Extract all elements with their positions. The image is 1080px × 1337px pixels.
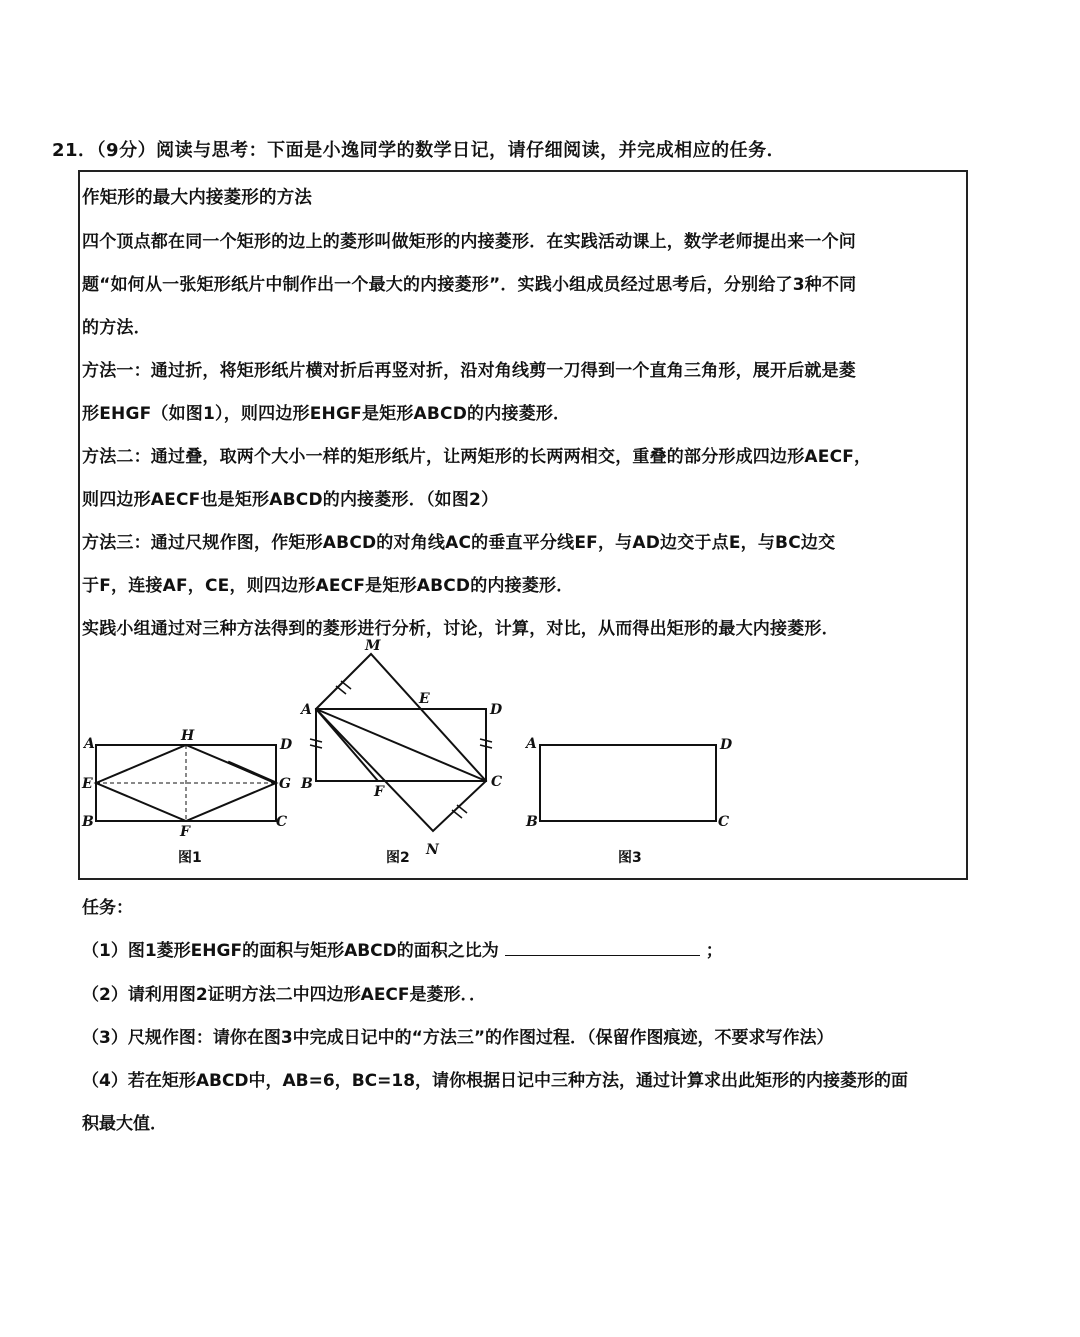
diary-line: 实践小组通过对三种方法得到的菱形进行分析，讨论，计算，对比，从而得出矩形的最大内接菱形． xyxy=(82,619,839,639)
fig3-label-b: B xyxy=(526,814,538,830)
fig1-label-h: H xyxy=(181,728,195,744)
fig3-caption: 图3 xyxy=(618,850,642,866)
fig2-tick-mark xyxy=(341,681,351,689)
fig1-label-c: C xyxy=(276,814,288,830)
fig2-label-a: A xyxy=(301,702,312,718)
fig3-label-a: A xyxy=(526,736,537,752)
fig2-side-af xyxy=(316,709,378,781)
diary-line: 的方法． xyxy=(82,318,151,338)
fig2-label-n: N xyxy=(426,842,439,858)
fig2-label-f: F xyxy=(374,784,384,800)
diary-line: 方法一：通过折，将矩形纸片横对折后再竖对折，沿对角线剪一刀得到一个直角三角形，展开后就是菱 xyxy=(82,361,856,381)
task-1-text: （1）图1菱形EHGF的面积与矩形ABCD的面积之比为 xyxy=(82,941,499,961)
fig1-label-f: F xyxy=(180,824,190,840)
task-4-line-2: 积最大值． xyxy=(82,1114,167,1134)
fig2-label-e: E xyxy=(419,691,430,707)
fig1-label-a: A xyxy=(84,736,95,752)
diary-line: 四个顶点都在同一个矩形的边上的菱形叫做矩形的内接菱形．在实践活动课上，数学老师提出来一个问 xyxy=(82,232,856,252)
fig1-label-g: G xyxy=(279,776,291,792)
fig1-cut-line xyxy=(228,762,276,783)
task-3: （3）尺规作图：请你在图3中完成日记中的“方法三”的作图过程．（保留作图痕迹，不要求写作法） xyxy=(82,1028,834,1048)
fig1-caption: 图1 xyxy=(178,850,202,866)
tasks-label: 任务： xyxy=(82,898,133,918)
fig3-label-d: D xyxy=(720,737,733,753)
fig2-tick-mark xyxy=(457,805,467,813)
fig2-caption: 图2 xyxy=(386,850,410,866)
fig3-rectangle xyxy=(540,745,716,821)
question-header: 21．（9分）阅读与思考：下面是小逸同学的数学日记，请仔细阅读，并完成相应的任务． xyxy=(52,140,786,161)
task-1 xyxy=(82,936,723,961)
fig3-label-c: C xyxy=(718,814,730,830)
fig2-label-b: B xyxy=(301,776,313,792)
diary-title: 作矩形的最大内接菱形的方法 xyxy=(82,188,313,208)
fig1-label-d: D xyxy=(280,737,293,753)
fig2-label-d: D xyxy=(490,702,503,718)
diary-line: 形EHGF（如图1），则四边形EHGF是矩形ABCD的内接菱形． xyxy=(82,404,571,424)
fig2-diagonal-ac xyxy=(316,709,486,781)
figure-1 xyxy=(78,720,298,870)
fig2-tick-mark xyxy=(336,686,346,694)
task-4-line-1: （4）若在矩形ABCD中，AB=6，BC=18，请你根据日记中三种方法，通过计算求出此矩形的内接菱形的面 xyxy=(82,1071,909,1091)
answer-blank[interactable] xyxy=(505,937,700,956)
diary-line: 方法三：通过尺规作图，作矩形ABCD的对角线AC的垂直平分线EF，与AD边交于点E，与BC边交 xyxy=(82,533,836,553)
diary-line: 方法二：通过叠，取两个大小一样的矩形纸片，让两矩形的长两两相交，重叠的部分形成四边形AECF， xyxy=(82,447,872,467)
fig2-tick-mark xyxy=(452,810,462,818)
fig1-label-b: B xyxy=(82,814,94,830)
diary-line: 则四边形AECF也是矩形ABCD的内接菱形．（如图2） xyxy=(82,490,499,510)
figure-2 xyxy=(296,636,526,866)
task-2: （2）请利用图2证明方法二中四边形AECF是菱形．． xyxy=(82,985,487,1005)
fig1-label-e: E xyxy=(82,776,93,792)
diary-line: 题“如何从一张矩形纸片中制作出一个最大的内接菱形”．实践小组成员经过思考后，分别给了3种不同 xyxy=(82,275,857,295)
diary-line: 于F，连接AF，CE，则四边形AECF是矩形ABCD的内接菱形． xyxy=(82,576,574,596)
fig2-label-m: M xyxy=(365,638,381,654)
fig2-label-c: C xyxy=(491,774,503,790)
task-1-end: ； xyxy=(705,941,723,961)
figure-3 xyxy=(520,720,740,870)
